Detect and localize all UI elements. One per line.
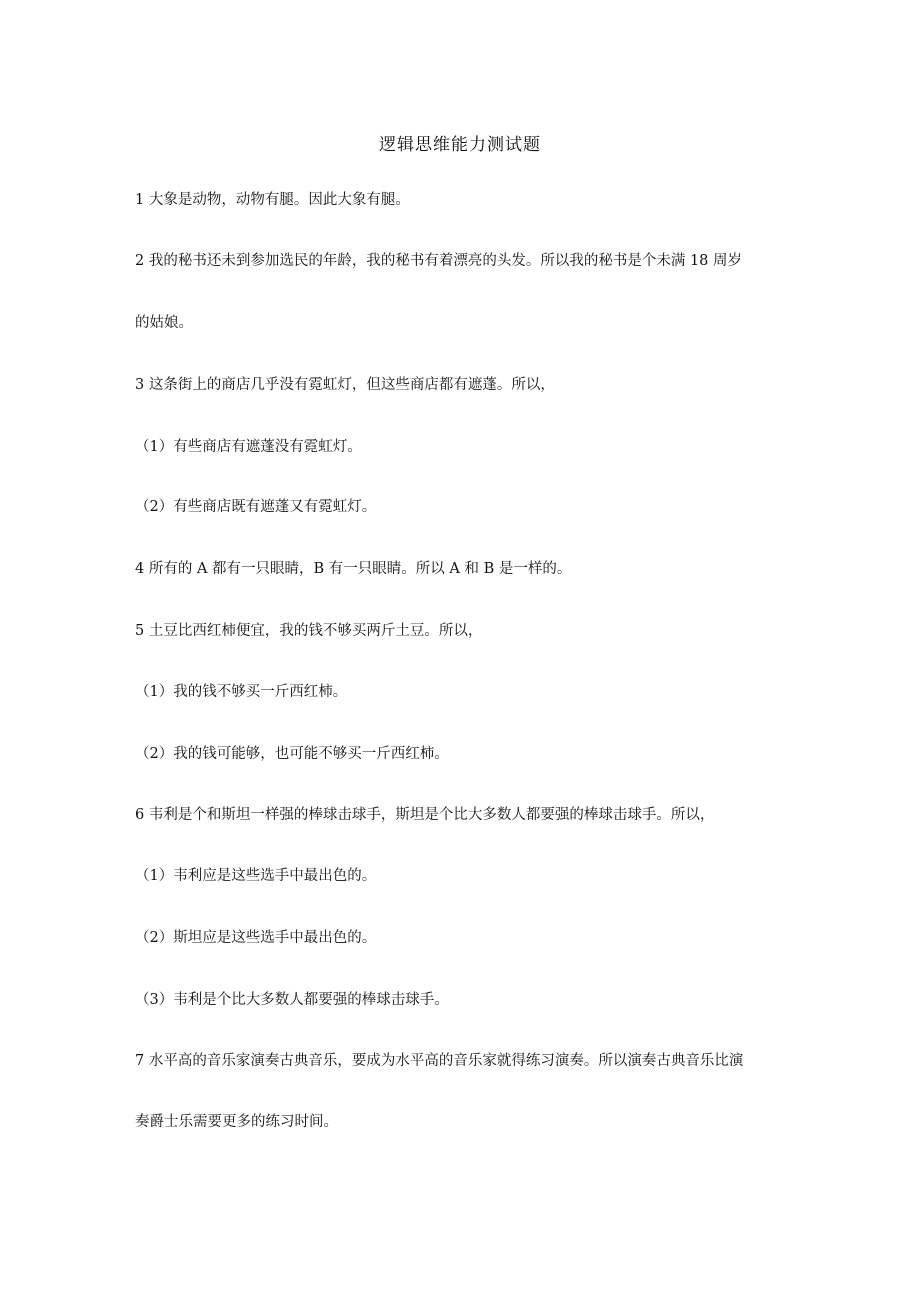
- question-4-line: 4 所有的 A 都有一只眼睛，B 有一只眼睛。所以 A 和 B 是一样的。: [135, 561, 572, 577]
- question-3-option-1: （1）有些商店有遮蓬没有霓虹灯。: [135, 439, 362, 455]
- question-6-option-3: （3）韦利是个比大多数人都要强的棒球击球手。: [135, 992, 449, 1008]
- question-7-line-1: 7 水平高的音乐家演奏古典音乐，要成为水平高的音乐家就得练习演奏。所以演奏古典音乐比演: [135, 1053, 744, 1069]
- question-2-line-2: 的姑娘。: [135, 315, 193, 331]
- question-7-line-2: 奏爵士乐需要更多的练习时间。: [135, 1114, 338, 1130]
- question-5-line: 5 土豆比西红柿便宜，我的钱不够买两斤土豆。所以，: [135, 623, 483, 639]
- question-5-option-1: （1）我的钱不够买一斤西红柿。: [135, 684, 348, 700]
- document-title: 逻辑思维能力测试题: [379, 135, 541, 155]
- question-6-line: 6 韦利是个和斯坦一样强的棒球击球手，斯坦是个比大多数人都要强的棒球击球手。所以，: [135, 807, 715, 823]
- question-6-option-2: （2）斯坦应是这些选手中最出色的。: [135, 930, 377, 946]
- question-6-option-1: （1）韦利应是这些选手中最出色的。: [135, 868, 377, 884]
- question-3-line: 3 这条街上的商店几乎没有霓虹灯，但这些商店都有遮蓬。所以，: [135, 377, 555, 393]
- question-2-line-1: 2 我的秘书还未到参加选民的年龄，我的秘书有着漂亮的头发。所以我的秘书是个未满 18 周岁: [135, 253, 742, 269]
- question-1-line: 1 大象是动物，动物有腿。因此大象有腿。: [135, 192, 410, 208]
- question-5-option-2: （2）我的钱可能够，也可能不够买一斤西红柿。: [135, 746, 449, 762]
- question-3-option-2: （2）有些商店既有遮蓬又有霓虹灯。: [135, 499, 377, 515]
